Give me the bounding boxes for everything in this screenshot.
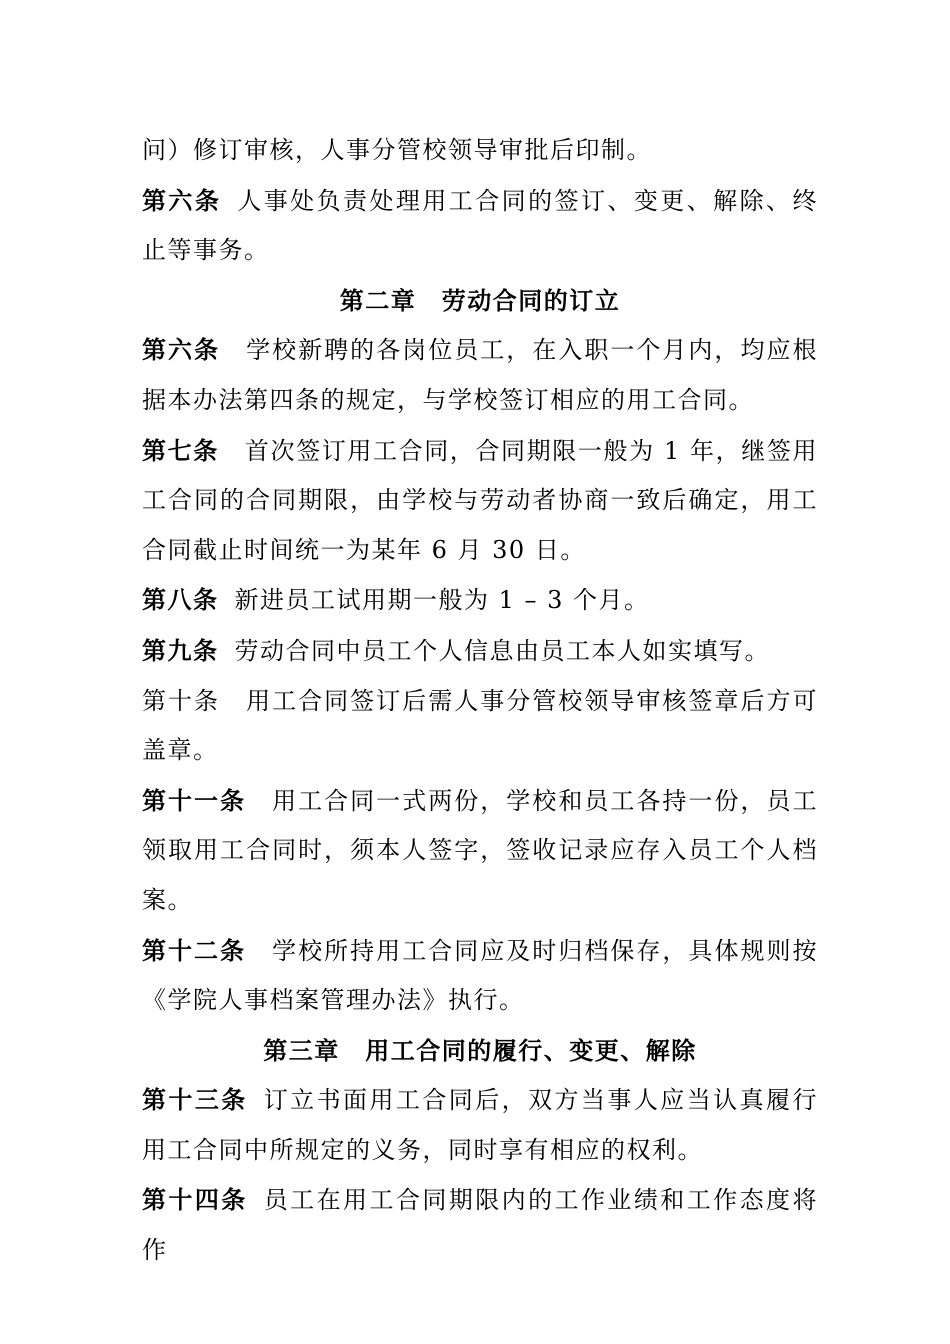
article-text: 员工在用工合同期限内的工作业绩和工作态度将作	[142, 1186, 818, 1265]
article-paragraph	[142, 1175, 818, 1275]
article-paragraph	[142, 176, 818, 276]
article-text: 订立书面用工合同后，双方当事人应当认真履行用工合同中所规定的义务，同时享有相应的权利。	[142, 1086, 818, 1164]
article-paragraph	[142, 677, 818, 776]
chapter-heading: 第二章 劳动合同的订立	[339, 285, 621, 315]
article-text: 人事处负责处理用工合同的签订、变更、解除、终止等事务。	[142, 186, 818, 265]
article-number: 第十一条	[142, 785, 247, 815]
article-text: 新进员工试用期一般为 1 – 3 个月。	[234, 586, 650, 615]
article-number: 第十条	[142, 686, 221, 715]
article-paragraph	[142, 776, 818, 926]
chapter-heading: 第三章 用工合同的履行、变更、解除	[263, 1035, 697, 1065]
article-number: 第七条	[142, 435, 219, 465]
article-paragraph	[142, 926, 818, 1026]
article-number: 第六条	[142, 335, 221, 365]
article-number: 第六条	[142, 185, 222, 215]
article-paragraph	[142, 426, 818, 576]
article-text: 学校新聘的各岗位员工，在入职一个月内，均应根据本办法第四条的规定，与学校签订相应的用工合同。	[142, 336, 818, 414]
article-paragraph	[142, 325, 818, 425]
article-text: 用工合同签订后需人事分管校领导审核签章后方可盖章。	[142, 686, 818, 765]
article-text: 首次签订用工合同，合同期限一般为 1 年，继签用工合同的合同期限，由学校与劳动者协商一致后确定，用工合同截止时间统一为某年 6 月 30 日。	[142, 436, 818, 564]
paragraph	[142, 126, 818, 176]
article-paragraph	[142, 1075, 818, 1175]
article-number: 第八条	[142, 585, 219, 615]
document-body	[142, 126, 818, 1276]
article-paragraph	[142, 575, 818, 626]
article-text: 劳动合同中员工个人信息由员工本人如实填写。	[234, 636, 770, 665]
article-number: 第十三条	[142, 1085, 248, 1115]
article-number: 第十二条	[142, 935, 247, 965]
article-text: 用工合同一式两份，学校和员工各持一份，员工领取用工合同时，须本人签字，签收记录应存入员工个人档案。	[142, 786, 819, 914]
article-paragraph	[142, 626, 818, 677]
paragraph-text: 问）修订审核，人事分管校领导审批后印制。	[142, 136, 652, 164]
article-text: 学校所持用工合同应及时归档保存，具体规则按《学院人事档案管理办法》执行。	[142, 936, 819, 1015]
article-number: 第十四条	[142, 1185, 248, 1215]
article-number: 第九条	[142, 635, 219, 665]
